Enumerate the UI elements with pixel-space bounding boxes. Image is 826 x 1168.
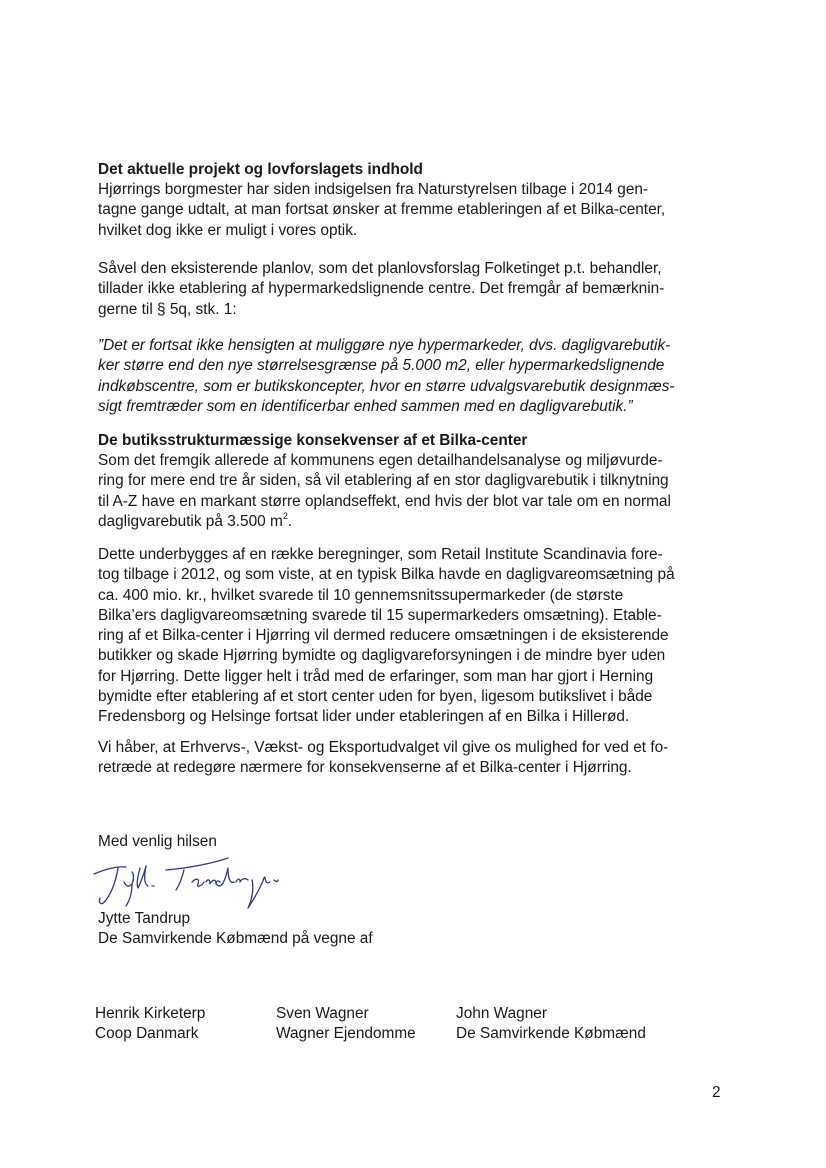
text-line: ca. 400 mio. kr., hvilket svarede til 10 gennemsnitssupermarkeder (de største xyxy=(98,586,624,604)
signer-organization: De Samvirkende Købmænd på vegne af xyxy=(98,930,373,948)
paragraph-planlov xyxy=(98,259,738,320)
text-line: tagne gange udtalt, at man fortsat ønsker at fremme etableringen af et Bilka-center, xyxy=(98,201,666,219)
page-number: 2 xyxy=(712,1084,721,1101)
paragraph-calculations xyxy=(98,545,738,728)
text-line: ring for mere end tre år siden, så vil etablering af en stor dagligvarebutik i tilknytning xyxy=(98,472,669,490)
signer-block xyxy=(98,909,738,950)
text-line: ring af et Bilka-center i Hjørring vil dermed reducere omsætningen i de eksisterende xyxy=(98,627,669,645)
paragraph-request xyxy=(98,738,738,779)
section-heading-consequences: De butiksstrukturmæssige konsekvenser af et Bilka-center xyxy=(98,432,528,449)
section-heading-project: Det aktuelle projekt og lovforslagets indhold xyxy=(98,161,423,178)
text-line: tillader ikke etablering af hypermarkedslignende centre. Det fremgår af bemærknin- xyxy=(98,280,665,298)
text-line: til A-Z have en markant større oplandseffekt, end hvis der blot var tale om en normal xyxy=(98,492,671,510)
text-line: Vi håber, at Erhvervs-, Vækst- og Eksportudvalget vil give os mulighed for ved et fo- xyxy=(98,739,669,756)
handwritten-signature xyxy=(88,848,308,918)
text-line: Dette underbygges af en række beregninger, som Retail Institute Scandinavia fore- xyxy=(98,546,663,563)
superscript: 2 xyxy=(282,510,288,521)
cosigner-organization: De Samvirkende Købmænd xyxy=(456,1025,646,1043)
cosigner-name: Henrik Kirketerp xyxy=(95,1005,206,1022)
text-line: tog tilbage i 2012, og som viste, at en typisk Bilka havde en dagligvareomsætning på xyxy=(98,566,675,584)
paragraph-mayor xyxy=(98,180,738,241)
text-fragment: . xyxy=(287,512,293,530)
quote-block xyxy=(98,336,738,417)
cosigner-1 xyxy=(95,1004,205,1045)
cosigner-name: John Wagner xyxy=(456,1005,547,1022)
text-line: Bilka’ers dagligvareomsætning svarede til 15 supermarkeders omsætning). Etable- xyxy=(98,606,662,624)
quote-line: sigt fremtræder som en identificerbar enhed sammen med en dagligvarebutik.” xyxy=(98,397,633,415)
text-line: Fredensborg og Helsinge fortsat lider under etableringen af en Bilka i Hillerød. xyxy=(98,708,630,726)
text-line: Som det fremgik allerede af kommunens egen detailhandelsanalyse og miljøvurde- xyxy=(98,452,663,469)
text-line: Såvel den eksisterende planlov, som det planlovsforslag Folketinget p.t. behandler, xyxy=(98,260,662,277)
cosigner-name: Sven Wagner xyxy=(276,1005,369,1022)
paragraph-analysis xyxy=(98,451,738,532)
text-line: bymidte efter etablering af et stort center uden for byen, ligesom butikslivet i både xyxy=(98,688,653,706)
text-fragment: dagligvarebutik på 3.500 m xyxy=(98,512,283,530)
text-line: gerne til § 5q, stk. 1: xyxy=(98,300,237,318)
closing-greeting: Med venlig hilsen xyxy=(98,833,217,850)
quote-line: ”Det er fortsat ikke hensigten at muliggøre nye hypermarkeder, dvs. dagligvarebutik- xyxy=(98,337,671,354)
text-line: retræde at redegøre nærmere for konsekvenserne af et Bilka-center i Hjørring. xyxy=(98,759,632,777)
cosigner-organization: Wagner Ejendomme xyxy=(276,1025,416,1043)
text-line: Hjørrings borgmester har siden indsigelsen fra Naturstyrelsen tilbage i 2014 gen- xyxy=(98,181,649,198)
quote-line: ker større end den nye størrelsesgrænse på 5.000 m2, eller hypermarkedslignende xyxy=(98,357,665,375)
cosigner-2 xyxy=(276,1004,416,1045)
cosigner-organization: Coop Danmark xyxy=(95,1025,199,1043)
cosigner-3 xyxy=(456,1004,646,1045)
text-line: for Hjørring. Dette ligger helt i tråd med de erfaringer, som man har gjort i Herning xyxy=(98,667,654,685)
text-line: butikker og skade Hjørring bymidte og dagligvareforsyningen i de mindre byer uden xyxy=(98,647,666,665)
text-line: hvilket dog ikke er muligt i vores optik. xyxy=(98,221,358,239)
signer-name: Jytte Tandrup xyxy=(98,910,191,927)
quote-line: indkøbscentre, som er butikskoncepter, hvor en større udvalgsvarebutik designmæs- xyxy=(98,377,675,395)
text-line xyxy=(98,512,738,532)
